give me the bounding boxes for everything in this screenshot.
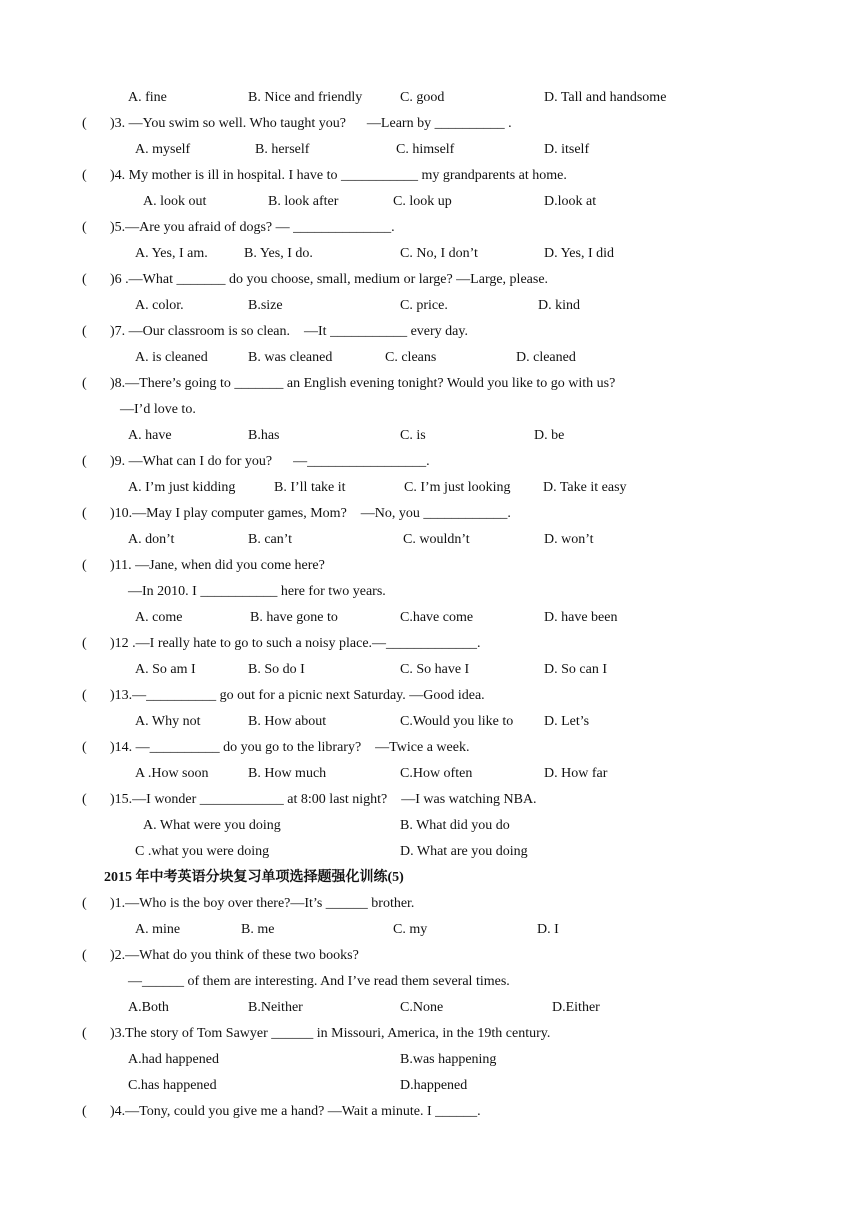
option-a: A.had happened [128, 1052, 219, 1067]
question-text: )15.—I wonder ____________ at 8:00 last night? —I was watching NBA. [110, 792, 537, 807]
answer-paren: ( [82, 948, 87, 963]
answer-paren: ( [82, 220, 87, 235]
option-c: C. is [400, 428, 426, 443]
option-d: D. So can I [544, 662, 607, 677]
answer-paren: ( [82, 636, 87, 651]
question-text: )12 .—I really hate to go to such a noisy place.—_____________. [110, 636, 481, 651]
response-text: —______ of them are interesting. And I’ve read them several times. [128, 974, 510, 989]
option-a: A. What were you doing [143, 818, 281, 833]
question-text: )10.—May I play computer games, Mom? —No, you ____________. [110, 506, 511, 521]
option-b: B. What did you do [400, 818, 510, 833]
option-c: C. my [393, 922, 428, 937]
answer-paren: ( [82, 792, 87, 807]
answer-paren: ( [82, 896, 87, 911]
option-c: C. cleans [385, 350, 437, 365]
option-a: A. is cleaned [135, 350, 208, 365]
option-c: C .what you were doing [135, 844, 270, 859]
option-d: D. itself [544, 142, 590, 157]
option-b: B. I’ll take it [274, 480, 346, 495]
answer-paren: ( [82, 168, 87, 183]
question-text: )3. —You swim so well. Who taught you? —Learn by __________ . [110, 116, 512, 131]
answer-paren: ( [82, 376, 87, 391]
answer-paren: ( [82, 1104, 87, 1119]
option-d: D. won’t [544, 532, 594, 547]
section-heading: 2015 年中考英语分块复习单项选择题强化训练(5) [104, 870, 404, 885]
option-c: C. good [400, 90, 445, 105]
response-text: —I’d love to. [120, 402, 196, 417]
question-text: )8.—There’s going to _______ an English evening tonight? Would you like to go with us? [110, 376, 616, 391]
option-d: D. Yes, I did [544, 246, 615, 261]
question-text: )13.—__________ go out for a picnic next Saturday. —Good idea. [110, 688, 485, 703]
option-b: B. herself [255, 142, 310, 157]
option-c: C. price. [400, 298, 448, 313]
option-a: A. So am I [135, 662, 196, 677]
option-a: A. Yes, I am. [135, 246, 208, 261]
option-b: B. me [241, 922, 275, 937]
question-text: )14. —__________ do you go to the library? —Twice a week. [110, 740, 470, 755]
option-b: B. How about [248, 714, 327, 729]
option-d: D. have been [544, 610, 618, 625]
option-a: A. come [135, 610, 183, 625]
option-c: C.Would you like to [400, 714, 514, 729]
option-a: A. don’t [128, 532, 175, 547]
option-c: C. look up [393, 194, 452, 209]
response-text: —In 2010. I ___________ here for two years. [128, 584, 386, 599]
option-c: C. No, I don’t [400, 246, 478, 261]
option-b: B.was happening [400, 1052, 497, 1067]
question-text: )5.—Are you afraid of dogs? — ______________. [110, 220, 395, 235]
option-b: B.Neither [248, 1000, 303, 1015]
option-d: D.look at [544, 194, 597, 209]
question-text: )9. —What can I do for you? —_________________. [110, 454, 430, 469]
option-a: A. I’m just kidding [128, 480, 236, 495]
option-c: C. himself [396, 142, 455, 157]
option-c: C. wouldn’t [403, 532, 470, 547]
option-b: B. Nice and friendly [248, 90, 363, 105]
option-b: B. have gone to [250, 610, 338, 625]
option-d: D.Either [552, 1000, 600, 1015]
option-b: B. was cleaned [248, 350, 333, 365]
answer-paren: ( [82, 506, 87, 521]
option-d: D. Take it easy [543, 480, 627, 495]
option-d: D.happened [400, 1078, 468, 1093]
question-text: )3.The story of Tom Sawyer ______ in Missouri, America, in the 19th century. [110, 1026, 551, 1041]
answer-paren: ( [82, 116, 87, 131]
question-text: )6 .—What _______ do you choose, small, medium or large? —Large, please. [110, 272, 549, 287]
answer-paren: ( [82, 272, 87, 287]
option-b: B.has [248, 428, 280, 443]
question-text: )7. —Our classroom is so clean. —It ___________ every day. [110, 324, 468, 339]
answer-paren: ( [82, 454, 87, 469]
option-d: D. cleaned [516, 350, 576, 365]
question-text: )4.—Tony, could you give me a hand? —Wait a minute. I ______. [110, 1104, 481, 1119]
option-a: A. mine [135, 922, 181, 937]
question-text: )1.—Who is the boy over there?—It’s ______ brother. [110, 896, 415, 911]
option-c: C.has happened [128, 1078, 217, 1093]
answer-paren: ( [82, 740, 87, 755]
option-c: C.How often [400, 766, 473, 781]
option-b: B. look after [268, 194, 339, 209]
option-d: D. be [534, 428, 565, 443]
option-a: A. fine [128, 90, 167, 105]
answer-paren: ( [82, 558, 87, 573]
question-text: )4. My mother is ill in hospital. I have to ___________ my grandparents at home. [110, 168, 567, 183]
answer-paren: ( [82, 324, 87, 339]
option-a: A. myself [135, 142, 191, 157]
option-c: C.None [400, 1000, 444, 1015]
option-b: B. How much [248, 766, 327, 781]
answer-paren: ( [82, 688, 87, 703]
option-c: C.have come [400, 610, 474, 625]
option-d: D. What are you doing [400, 844, 528, 859]
option-a: A .How soon [135, 766, 209, 781]
question-text: )2.—What do you think of these two books? [110, 948, 359, 963]
option-a: A. look out [143, 194, 207, 209]
option-d: D. kind [538, 298, 580, 313]
option-a: A. Why not [135, 714, 201, 729]
option-d: D. I [537, 922, 559, 937]
option-d: D. How far [544, 766, 608, 781]
option-b: B.size [248, 298, 283, 313]
option-a: A. have [128, 428, 172, 443]
option-a: A.Both [128, 1000, 169, 1015]
option-b: B. can’t [248, 532, 293, 547]
option-d: D. Let’s [544, 714, 590, 729]
option-a: A. color. [135, 298, 184, 313]
question-text: )11. —Jane, when did you come here? [110, 558, 325, 573]
answer-paren: ( [82, 1026, 87, 1041]
option-b: B. So do I [248, 662, 305, 677]
option-c: C. I’m just looking [404, 480, 511, 495]
option-c: C. So have I [400, 662, 470, 677]
option-d: D. Tall and handsome [544, 90, 667, 105]
option-b: B. Yes, I do. [244, 246, 313, 261]
